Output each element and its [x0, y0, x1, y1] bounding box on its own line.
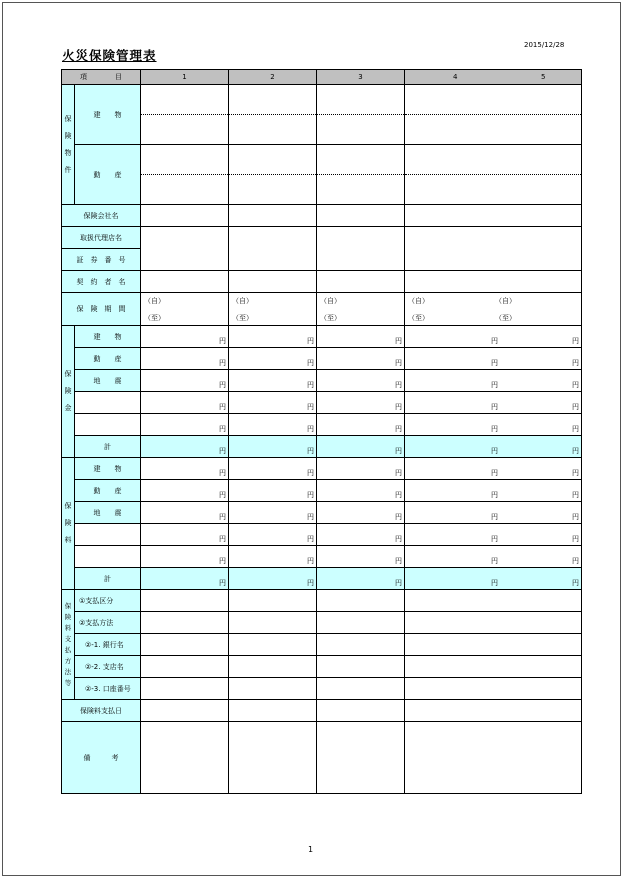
payment-bank-label: ②-1. 銀行名 [75, 634, 141, 656]
premium-cell[interactable]: 円 [141, 502, 229, 524]
payment-method-cell[interactable] [229, 612, 317, 634]
header-col-1: 1 [141, 70, 229, 85]
premium-cell-wide[interactable]: 円 円 [405, 546, 582, 568]
insurance-table [61, 69, 581, 794]
premium-total-cell: 円 [229, 568, 317, 590]
period-label: 保 険 期 間 [62, 293, 141, 326]
amount-total-cell: 円 [229, 436, 317, 458]
object-building-cell[interactable] [317, 85, 405, 145]
premium-cell[interactable]: 円 [229, 480, 317, 502]
premium-total-cell: 円 [317, 568, 405, 590]
premium-cell[interactable]: 円 [229, 458, 317, 480]
period-cell-wide[interactable]: （自） （至） （自） （至） [405, 293, 582, 326]
payment-branch-cell[interactable] [229, 656, 317, 678]
period-cell[interactable]: （自） （至） [229, 293, 317, 326]
premium-cell[interactable]: 円 [229, 546, 317, 568]
pay-date-cell[interactable] [317, 700, 405, 722]
object-movables-cell[interactable] [229, 145, 317, 205]
object-movables-label: 動 産 [75, 145, 141, 205]
amount-building-label: 建 物 [75, 326, 141, 348]
amount-total-label: 計 [75, 436, 141, 458]
amount-total-cell-wide: 円 円 [405, 436, 582, 458]
insurer-cell[interactable] [229, 205, 317, 227]
contractor-cell[interactable] [141, 271, 229, 293]
period-cell[interactable]: （自） （至） [317, 293, 405, 326]
payment-category-cell[interactable] [141, 590, 229, 612]
contractor-cell[interactable] [317, 271, 405, 293]
premium-cell[interactable]: 円 [317, 502, 405, 524]
payment-bank-cell[interactable] [229, 634, 317, 656]
header-col-5: 5 [541, 73, 546, 81]
premium-cell[interactable]: 円 [229, 524, 317, 546]
payment-method-cell-wide[interactable] [405, 612, 582, 634]
amount-cell[interactable]: 円 [141, 414, 229, 436]
contractor-cell[interactable] [229, 271, 317, 293]
amount-cell[interactable]: 円 [317, 348, 405, 370]
contractor-label: 契 約 者 名 [62, 271, 141, 293]
premium-quake-label: 地 震 [75, 502, 141, 524]
amount-cell-wide[interactable]: 円 円 [405, 348, 582, 370]
page-number: 1 [308, 845, 314, 854]
premium-total-label: 計 [75, 568, 141, 590]
amount-total-cell: 円 [141, 436, 229, 458]
amount-cell[interactable]: 円 [141, 326, 229, 348]
remarks-label: 備 考 [62, 722, 141, 794]
pay-date-cell[interactable] [229, 700, 317, 722]
pay-date-label: 保険料支払日 [62, 700, 141, 722]
amount-movables-label: 動 産 [75, 348, 141, 370]
agent-policy-cell-wide[interactable] [405, 227, 582, 271]
agent-label: 取扱代理店名 [62, 227, 141, 249]
payment-account-cell[interactable] [141, 678, 229, 700]
agent-policy-cell[interactable] [141, 227, 229, 271]
premium-cell-wide[interactable]: 円 円 [405, 502, 582, 524]
header-col-4-5 [405, 70, 582, 85]
pay-date-cell-wide[interactable] [405, 700, 582, 722]
object-group-label: 保 険 物 件 [62, 85, 75, 205]
payment-branch-label: ②-2. 支店名 [75, 656, 141, 678]
remarks-cell-wide[interactable] [405, 722, 582, 794]
amount-cell[interactable]: 円 [317, 370, 405, 392]
amount-cell[interactable]: 円 [229, 414, 317, 436]
amount-cell[interactable]: 円 [141, 392, 229, 414]
amount-cell[interactable]: 円 [141, 348, 229, 370]
premium-cell-wide[interactable]: 円 円 [405, 524, 582, 546]
amount-cell[interactable]: 円 [141, 370, 229, 392]
header-row [62, 70, 582, 85]
premium-blank-label[interactable] [75, 546, 141, 568]
policy-number-label: 証 券 番 号 [62, 249, 141, 271]
premium-total-cell-wide: 円 円 [405, 568, 582, 590]
agent-policy-cell[interactable] [229, 227, 317, 271]
header-col-4: 4 [453, 73, 458, 81]
page-title: 火災保険管理表 [62, 48, 157, 63]
amount-total-cell: 円 [317, 436, 405, 458]
payment-bank-cell-wide[interactable] [405, 634, 582, 656]
payment-account-cell[interactable] [317, 678, 405, 700]
payment-branch-cell[interactable] [141, 656, 229, 678]
remarks-cell[interactable] [229, 722, 317, 794]
payment-branch-cell[interactable] [317, 656, 405, 678]
payment-method-cell[interactable] [141, 612, 229, 634]
premium-cell[interactable]: 円 [141, 458, 229, 480]
premium-cell[interactable]: 円 [141, 546, 229, 568]
amount-cell-wide[interactable]: 円 円 [405, 370, 582, 392]
header-item: 項 目 [62, 70, 141, 85]
premium-cell-wide[interactable]: 円 円 [405, 480, 582, 502]
premium-cell[interactable]: 円 [317, 480, 405, 502]
premium-building-label: 建 物 [75, 458, 141, 480]
amount-cell-wide[interactable]: 円 円 [405, 392, 582, 414]
contractor-cell-wide[interactable] [405, 271, 582, 293]
amount-cell[interactable]: 円 [317, 392, 405, 414]
premium-movables-label: 動 産 [75, 480, 141, 502]
amount-blank-label[interactable] [75, 414, 141, 436]
agent-policy-cell[interactable] [317, 227, 405, 271]
header-col-3: 3 [317, 70, 405, 85]
payment-account-cell-wide[interactable] [405, 678, 582, 700]
amount-cell[interactable]: 円 [229, 326, 317, 348]
object-building-cell[interactable] [229, 85, 317, 145]
payment-category-label: ①支払区分 [75, 590, 141, 612]
object-building-label: 建 物 [75, 85, 141, 145]
object-movables-cell[interactable] [141, 145, 229, 205]
premium-group-label: 保 険 料 [62, 458, 75, 590]
remarks-cell[interactable] [141, 722, 229, 794]
payment-category-cell[interactable] [317, 590, 405, 612]
premium-cell-wide[interactable]: 円 円 [405, 458, 582, 480]
amount-cell[interactable]: 円 [229, 392, 317, 414]
insurer-label: 保険会社名 [62, 205, 141, 227]
object-building-cell-wide[interactable] [405, 85, 582, 145]
payment-method-cell[interactable] [317, 612, 405, 634]
premium-blank-label[interactable] [75, 524, 141, 546]
premium-total-cell: 円 [141, 568, 229, 590]
amount-blank-label[interactable] [75, 392, 141, 414]
object-movables-cell[interactable] [317, 145, 405, 205]
premium-cell[interactable]: 円 [317, 546, 405, 568]
payment-group-label: 保 険 料 支 払 方 法 等 [62, 590, 75, 700]
pay-date-cell[interactable] [141, 700, 229, 722]
payment-bank-cell[interactable] [317, 634, 405, 656]
premium-cell[interactable]: 円 [317, 524, 405, 546]
amount-cell[interactable]: 円 [229, 348, 317, 370]
insurer-cell-wide[interactable] [405, 205, 582, 227]
amount-cell-wide[interactable]: 円 円 [405, 414, 582, 436]
payment-category-cell[interactable] [229, 590, 317, 612]
amount-cell-wide[interactable]: 円 円 [405, 326, 582, 348]
remarks-cell[interactable] [317, 722, 405, 794]
insurer-cell[interactable] [317, 205, 405, 227]
object-movables-cell-wide[interactable] [405, 145, 582, 205]
document-date: 2015/12/28 [524, 41, 565, 49]
amount-cell[interactable]: 円 [317, 326, 405, 348]
premium-cell[interactable]: 円 [229, 502, 317, 524]
payment-category-cell-wide[interactable] [405, 590, 582, 612]
amount-cell[interactable]: 円 [317, 414, 405, 436]
period-cell[interactable]: （自） （至） [141, 293, 229, 326]
payment-branch-cell-wide[interactable] [405, 656, 582, 678]
premium-cell[interactable]: 円 [141, 480, 229, 502]
payment-account-cell[interactable] [229, 678, 317, 700]
amount-group-label: 保 険 金 [62, 326, 75, 458]
premium-cell[interactable]: 円 [317, 458, 405, 480]
payment-bank-cell[interactable] [141, 634, 229, 656]
amount-quake-label: 地 震 [75, 370, 141, 392]
object-building-cell[interactable] [141, 85, 229, 145]
payment-method-label: ②支払方法 [75, 612, 141, 634]
insurer-cell[interactable] [141, 205, 229, 227]
payment-account-label: ②-3. 口座番号 [75, 678, 141, 700]
header-col-2: 2 [229, 70, 317, 85]
amount-cell[interactable]: 円 [229, 370, 317, 392]
premium-cell[interactable]: 円 [141, 524, 229, 546]
